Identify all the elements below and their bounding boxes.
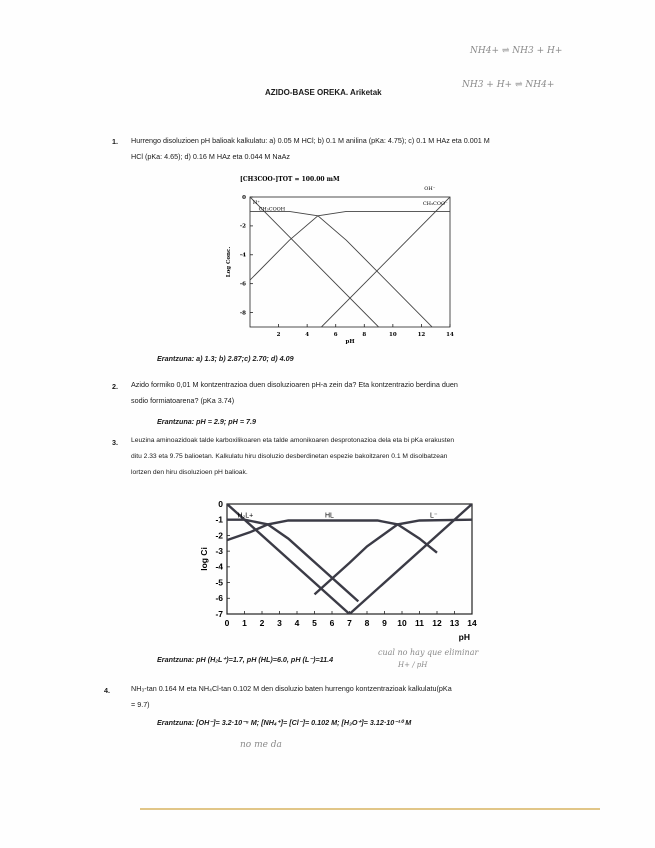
chart-title: [CH3COO-]TOT = 100.00 mM bbox=[240, 176, 340, 183]
handwritten-note-3: cual no hay que eliminar bbox=[378, 648, 479, 657]
y-tick-label: 0 bbox=[242, 194, 246, 201]
y-tick-label: -8 bbox=[239, 310, 246, 317]
question-2-text bbox=[131, 377, 571, 409]
question-2-line-2: sodio formiatoarena? (pKa 3.74) bbox=[131, 396, 235, 405]
series-line-ch3coo- bbox=[250, 211, 450, 280]
question-4-line-2: = 9.7) bbox=[131, 700, 150, 709]
page-title: AZIDO-BASE OREKA. Ariketak bbox=[265, 88, 382, 97]
x-tick-label: 3 bbox=[277, 618, 282, 628]
x-tick-label: 7 bbox=[347, 618, 352, 628]
label-l-minus: L⁻ bbox=[430, 512, 438, 520]
handwritten-note-4: no me da bbox=[240, 740, 282, 750]
x-tick-label: 2 bbox=[259, 618, 265, 628]
x-tick-label: 11 bbox=[415, 618, 424, 628]
x-tick-label: 8 bbox=[362, 332, 367, 338]
y-axis-label: Log Conc. bbox=[226, 246, 232, 278]
question-4-number: 4. bbox=[104, 686, 110, 695]
y-tick-label: -4 bbox=[239, 252, 246, 259]
x-tick-label: 14 bbox=[446, 332, 454, 338]
series-line-hl bbox=[227, 521, 437, 553]
x-tick-label: 12 bbox=[432, 618, 442, 628]
x-tick-label: 12 bbox=[417, 332, 426, 338]
x-axis-label: pH bbox=[345, 339, 355, 345]
handwritten-equation-1: NH4+ ⇌ NH3 + H+ bbox=[470, 46, 563, 56]
question-3-number: 3. bbox=[112, 438, 118, 447]
question-2-number: 2. bbox=[112, 382, 118, 391]
y-tick-label: -5 bbox=[215, 577, 223, 588]
series-line-h2l- bbox=[227, 520, 358, 602]
series-line-oh- bbox=[321, 197, 450, 327]
question-1-line-2: HCl (pKa: 4.65); d) 0.16 M HAz eta 0.044 M NaAz bbox=[131, 152, 290, 161]
x-tick-label: 8 bbox=[364, 618, 370, 628]
label-oh-minus: OH⁻ bbox=[424, 185, 436, 192]
label-ch3coo-minus: CH₃COO⁻ bbox=[422, 200, 448, 207]
x-tick-label: 10 bbox=[389, 332, 397, 338]
label-ch3cooh: CH₃COOH bbox=[258, 206, 286, 213]
question-2-line-1: Azido formiko 0,01 M kontzentrazioa duen disoluzioaren pH-a zein da? Eta kontzentrazio berdina duen bbox=[131, 380, 458, 389]
question-4-answer: Erantzuna: [OH⁻]= 3.2·10⁻⁵ M; [NH₄⁺]= [Cl⁻]= 0.102 M; [H₃O⁺]= 3.12·10⁻¹⁰ M bbox=[157, 718, 412, 727]
handwritten-note-3b: H+ / pH bbox=[398, 661, 428, 669]
question-1-text bbox=[131, 133, 571, 165]
question-4-line-1: NH₃-tan 0.164 M eta NH₄Cl-tan 0.102 M den disoluzio baten hurrengo kontzentrazioak kalkulatu(pKa bbox=[131, 684, 452, 693]
label-h2l-plus: H₂L+ bbox=[237, 512, 254, 520]
question-1-line-1: Hurrengo disoluzioen pH balioak kalkulatu: a) 0.05 M HCl; b) 0.1 M anilina (pKa: 4.75); c) 0.1 M HAz eta 0.001 M bbox=[131, 136, 490, 145]
y-tick-label: -1 bbox=[215, 514, 223, 525]
x-tick-label: 14 bbox=[467, 618, 477, 628]
x-tick-label: 6 bbox=[329, 618, 335, 628]
x-tick-label: 0 bbox=[224, 618, 230, 628]
y-tick-label: -3 bbox=[215, 545, 223, 556]
series-line-ch3cooh bbox=[250, 211, 450, 345]
y-tick-label: 0 bbox=[218, 498, 223, 509]
question-1-number: 1. bbox=[112, 137, 118, 146]
x-axis-label: pH bbox=[458, 632, 470, 642]
question-3-line-2: ditu 2.33 eta 9.75 balioetan. Kalkulatu hiru disoluzio desberdinetan espezie bakoitzaren 0.1 M disolbatzean bbox=[131, 453, 448, 460]
x-tick-label: 5 bbox=[312, 618, 317, 628]
x-tick-label: 10 bbox=[397, 618, 407, 628]
series-line-h- bbox=[250, 197, 379, 327]
question-3-text bbox=[131, 433, 575, 481]
x-tick-label: 6 bbox=[333, 332, 338, 338]
plot-frame bbox=[250, 197, 450, 327]
question-4-text bbox=[131, 681, 571, 713]
x-tick-label: 2 bbox=[276, 332, 281, 338]
question-3-answer: Erantzuna: pH (H₂L⁺)=1.7, pH (HL)=6.0, pH (L⁻)=11.4 bbox=[157, 655, 334, 664]
question-3-line-1: Leuzina aminoazidoak talde karboxilikoaren eta talde amonikoaren desprotonazioa dela eta bi pKa erakusten bbox=[131, 437, 455, 444]
y-tick-label: -2 bbox=[215, 530, 223, 541]
x-tick-label: 9 bbox=[382, 618, 387, 628]
x-tick-label: 4 bbox=[305, 332, 310, 338]
x-tick-label: 13 bbox=[449, 618, 460, 628]
x-tick-label: 1 bbox=[242, 618, 247, 628]
question-2-answer: Erantzuna: pH = 2.9; pH = 7.9 bbox=[157, 417, 257, 426]
label-h-plus: H⁺ bbox=[252, 200, 260, 207]
y-axis-label: log Ci bbox=[199, 547, 209, 571]
acetic-acid-log-concentration-chart bbox=[200, 172, 470, 352]
question-3-line-3: lortzen den hiru disoluzioen pH balioak. bbox=[131, 469, 248, 476]
y-tick-label: -7 bbox=[215, 608, 223, 619]
label-hl: HL bbox=[325, 512, 334, 520]
question-1-answer: Erantzuna: a) 1.3; b) 2.87;c) 2.70; d) 4.09 bbox=[157, 354, 294, 363]
y-tick-label: -2 bbox=[239, 223, 246, 230]
x-tick-label: 4 bbox=[294, 618, 300, 628]
bottom-divider bbox=[140, 808, 600, 810]
y-tick-label: -4 bbox=[215, 561, 223, 572]
handwritten-equation-2: NH3 + H+ ⇌ NH4+ bbox=[462, 80, 555, 90]
y-tick-label: -6 bbox=[239, 281, 246, 288]
leucine-log-concentration-chart bbox=[196, 494, 486, 644]
y-tick-label: -6 bbox=[215, 593, 223, 604]
